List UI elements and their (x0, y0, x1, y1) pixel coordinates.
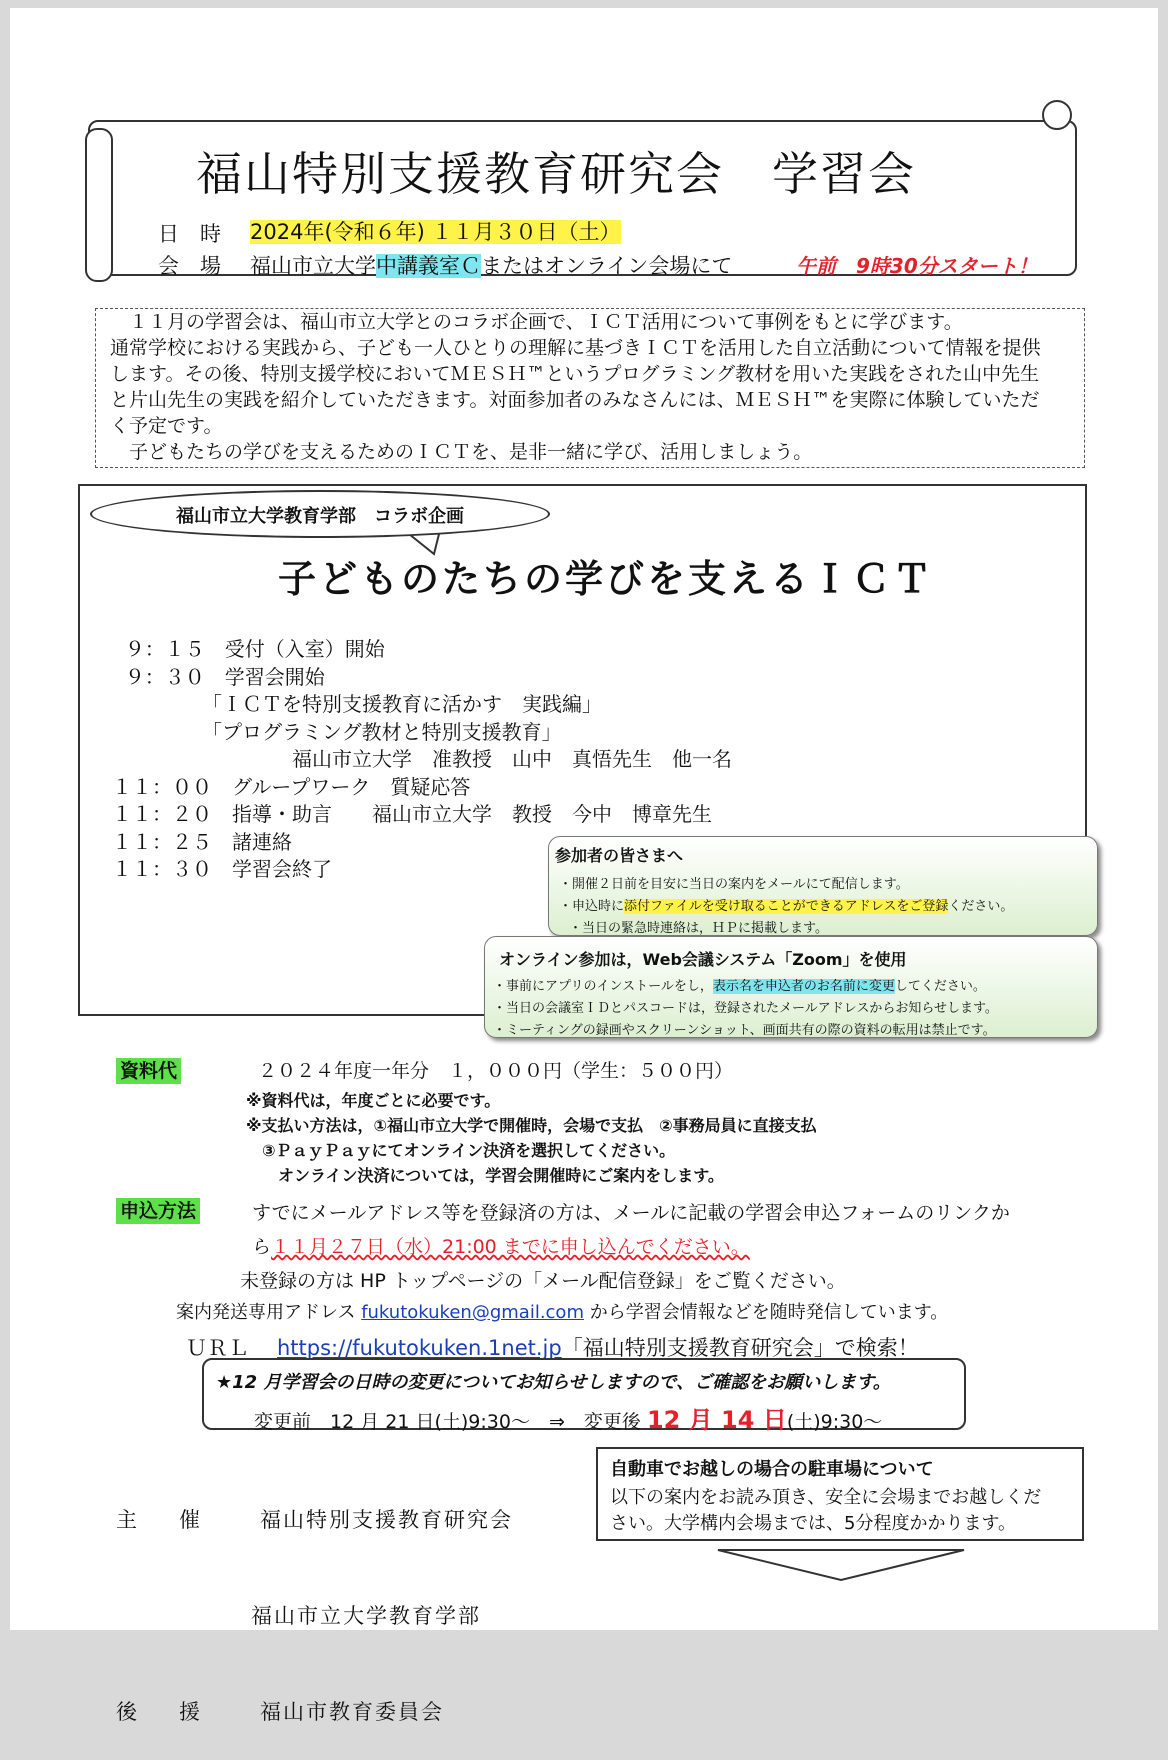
apply-label: 申込方法 (116, 1198, 200, 1224)
scroll-curl-right (1042, 100, 1072, 130)
schedule-item: １１：３０ 学習会終了 (112, 857, 332, 881)
apply-line1: すでにメールアドレス等を登録済の方は、メールに記載の学習会申込フォームのリンクか (252, 1202, 1010, 1224)
apply-url: ＵＲＬ https://fukutokuken.1net.jp「福山特別支援教育研究会」で検索！ (186, 1336, 919, 1360)
change-detail: 変更前 12 月 21 日(土)9:30～ ⇒ 変更後 12 月 14 日(土)9:30～ (254, 1406, 883, 1434)
event-date: 2024年(令和６年) １１月３０日（土） (250, 220, 621, 244)
down-arrow-icon (716, 1548, 966, 1582)
change-heading: ★12 月学習会の日時の変更についてお知らせしますので、ご確認をお願いします。 (216, 1372, 891, 1393)
schedule-item: ９：１５ 受付（入室）開始 (112, 637, 385, 661)
fee-value: ２０２４年度一年分 １，０００円（学生：５００円） (258, 1060, 734, 1082)
parking-info-box: 自動車でお越しの場合の駐車場について 以下の案内をお読み頂き、安全に会場までお越しくだ さい。大学構内会場までは、5分程度かかります。 (596, 1447, 1084, 1541)
page-title: 福山特別支援教育研究会 学習会 (196, 147, 916, 201)
scroll-curl-left (85, 128, 113, 282)
participants-notice: 参加者の皆さまへ ・開催２日前を目安に当日の案内をメールにて配信します。 ・申込時に添付ファイルを受け取ることができるアドレスをご登録ください。 ・当日の緊急時連絡は，ＨＰに掲載します。 (548, 836, 1098, 936)
schedule-item: １１：２０ 指導・助言 福山市立大学 教授 今中 博章先生 (112, 802, 712, 826)
event-title: 子どものたちの学びを支えるＩＣＴ (278, 557, 935, 601)
apply-deadline: ら１１月２７日（水）21:00 までに申し込んでください。 (252, 1236, 750, 1258)
online-notice: オンライン参加は，Web会議システム「Zoom」を使用 ・事前にアプリのインストールをし，表示名を申込者のお名前に変更してください。 ・当日の会議室ＩＤとパスコードは，登録されたメールアドレスからお知らせします。 ・ミーティングの録画やスクリーンショット、画面共有の際の資料の転用は禁止です。 (484, 936, 1098, 1038)
fee-notes: ※資料代は，年度ごとに必要です。 ※支払い方法は，①福山市立大学で開催時，会場で支払 ②事務局員に直接支払 ③ＰａｙＰａｙにてオンライン決済を選択してください。 オンライン決済については，学習会開催時にご案内をします。 (246, 1091, 817, 1185)
intro-text: １１月の学習会は、福山市立大学とのコラボ企画で、ＩＣＴ活用について事例をもとに学びます。 通常学校における実践から、子ども一人ひとりの理解に基づきＩＣＴを活用した自立活動について情報を提供 します。その後、特別支援学校においてＭＥＳＨ™というプログラミング教材を用いた実践をされた山中先生 と片山先生の実践を紹介していただきます。対面参加者のみなさんには、ＭＥＳＨ™を実際に体験していただ く予定です。 子どもたちの学びを支えるためのＩＣＴを、是非一緒に学び、活用しましょう。 (95, 308, 1085, 468)
website-link[interactable]: https://fukutokuken.1net.jp (277, 1336, 562, 1360)
venue-label: 会 場 (158, 254, 221, 278)
schedule-item: ９：３０ 学習会開始 (112, 664, 325, 689)
email-link[interactable]: fukutokuken@gmail.com (361, 1302, 584, 1323)
schedule-item: 「ＩＣＴを特別支援教育に活かす 実践編」 (112, 692, 602, 716)
schedule-item: １１：００ グループワーク 質疑応答 (112, 774, 471, 799)
organizers: 主 催 福山特別支援教育研究会 福山市立大学教育学部 後 援 福山市教育委員会 (116, 1508, 513, 1724)
date-label: 日 時 (158, 222, 221, 246)
apply-unregistered: 未登録の方は HP トップページの「メール配信登録」をご覧ください。 (240, 1270, 846, 1292)
schedule-item: 「プログラミング教材と特別支援教育」 (112, 719, 562, 744)
participants-notice-heading: 参加者の皆さまへ (555, 846, 684, 865)
fee-label: 資料代 (116, 1058, 181, 1084)
schedule-item: 福山市立大学 准教授 山中 真悟先生 他一名 (112, 747, 732, 771)
schedule-item: １１：２５ 諸連絡 (112, 829, 292, 854)
apply-mail: 案内発送専用アドレス fukutokuken@gmail.com から学習会情報などを随時発信しています。 (176, 1302, 949, 1323)
collab-bubble: 福山市立大学教育学部 コラボ企画 (90, 490, 550, 538)
start-time: 午前 9時30分スタート！ (796, 254, 1038, 278)
online-notice-heading: オンライン参加は，Web会議システム「Zoom」を使用 (499, 950, 907, 969)
venue: 福山市立大学中講義室Ｃまたはオンライン会場にて (250, 254, 733, 278)
